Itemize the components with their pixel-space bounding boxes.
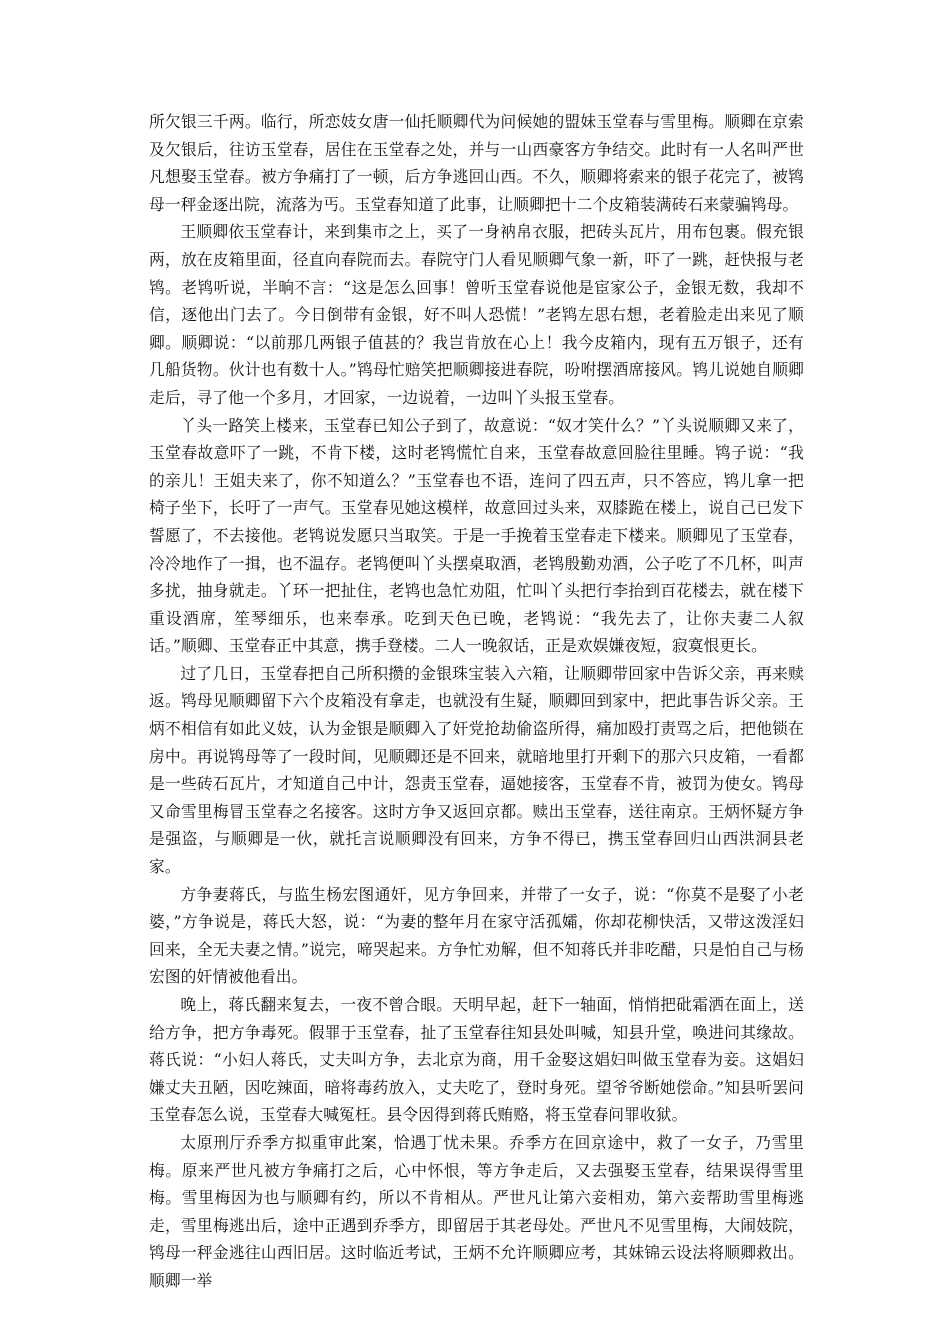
paragraph-2: 王顺卿依玉堂春计，来到集市之上，买了一身衲帛衣服，把砖头瓦片，用布包裹。假充银两，放在皮箱里面，径直向春院而去。春院守门人看见顺卿气象一新，吓了一跳，赶快报与老鸨。老鸨听说，半晌不言：“这是怎么回事！曾听玉堂春说他是宦家公子，金银无数，我却不信，逐他出门去了。今日倒带有金银，好不叫人恐慌！”老鸨左思右想，老着脸走出来见了顺卿。顺卿说：“以前那几两银子值甚的？我岂肯放在心上！我今皮箱内，现有五万银子，还有几船货物。伙计也有数十人。”鸨母忙赔笑把顺卿接进春院，吩咐摆酒席接风。鸨儿说她自顺卿走后，寻了他一个多月，才回家，一边说着，一边叫丫头报玉堂春。: [149, 222, 804, 407]
paragraph-1: 所欠银三千两。临行，所恋妓女唐一仙托顺卿代为问候她的盟妹玉堂春与雪里梅。顺卿在京索及欠银后，往访玉堂春，居住在玉堂春之处，并与一山西豪客方争结交。此时有一人名叫严世凡想娶玉堂春。被方争痛打了一顿，后方争逃回山西。不久，顺卿将索来的银子花完了，被鸨母一秤金逐出院，流落为丐。玉堂春知道了此事，让顺卿把十二个皮箱装满砖石来蒙骗鸨母。: [149, 112, 804, 214]
paragraph-7: 太原刑厅乔季方拟重审此案，恰遇丁忧未果。乔季方在回京途中，救了一女子，乃雪里梅。原来严世凡被方争痛打之后，心中怀恨，等方争走后，又去强娶玉堂春，结果误得雪里梅。雪里梅因为也与顺卿有约，所以不肯相从。严世凡让第六妾相劝，第六妾帮助雪里梅逃走，雪里梅逃出后，途中正遇到乔季方，即留居于其老母处。严世凡不见雪里梅，大闹妓院，鸨母一秤金逃往山西旧居。这时临近考试，王炳不允许顺卿应考，其妹锦云设法将顺卿救出。顺卿一举: [149, 1132, 804, 1290]
paragraph-4: 过了几日，玉堂春把自己所积攒的金银珠宝装入六箱，让顺卿带回家中告诉父亲，再来赎返。鸨母见顺卿留下六个皮箱没有拿走，也就没有生疑，顺卿回到家中，把此事告诉父亲。王炳不相信有如此义妓，认为金银是顺卿入了奸党抢劫偷盗所得，痛加殴打责骂之后，把他锁在房中。再说鸨母等了一段时间，见顺卿还是不回来，就暗地里打开剩下的那六只皮箱，一看都是一些砖石瓦片，才知道自己中计，怨责玉堂春，逼她接客，玉堂春不肯，被罚为使女。鸨母又命雪里梅冒玉堂春之名接客。这时方争又返回京都。赎出玉堂春，送往南京。王炳怀疑方争是强盗，与顺卿是一伙，就托言说顺卿没有回来，方争不得已，携玉堂春回归山西洪洞县老家。: [149, 663, 804, 877]
paragraph-3: 丫头一路笑上楼来，玉堂春已知公子到了，故意说：“奴才笑什么？”丫头说顺卿又来了，玉堂春故意吓了一跳，不肯下楼，这时老鸨慌忙自来，玉堂春故意回脸往里睡。鸨子说：“我的亲儿！王姐夫来了，你不知道么？”玉堂春也不语，连问了四五声，只不答应，鸨儿拿一把椅子坐下，长吁了一声气。玉堂春见她这模样，故意回过头来，双膝跪在楼上，说自己已发下誓愿了，不去接他。老鸨说发愿只当取笑。于是一手挽着玉堂春走下楼来。顺卿见了玉堂春，冷冷地作了一揖，也不温存。老鸨便叫丫头摆桌取酒，老鸨殷勤劝酒，公子吃了不几杯，叫声多扰，抽身就走。丫环一把扯住，老鸨也急忙劝阻，忙叫丫头把行李抬到百花楼去，就在楼下重设酒席，笙琴细乐，也来奉承。吃到天色已晚，老鸨说：“我先去了，让你夫妻二人叙话。”顺卿、玉堂春正中其意，携手登楼。二人一晚叙话，正是欢娱嫌夜短，寂寞恨更长。: [149, 415, 804, 656]
paragraph-6: 晚上，蒋氏翻来复去，一夜不曾合眼。天明早起，赶下一轴面，悄悄把砒霜洒在面上，送给方争，把方争毒死。假罪于玉堂春，扯了玉堂春往知县处叫喊，知县升堂，唤进问其缘故。蒋氏说：“小妇人蒋氏，丈夫叫方争，去北京为商，用千金娶这娼妇叫做玉堂春为妾。这娼妇嫌丈夫丑陋，因吃辣面，暗将毒药放入，丈夫吃了，登时身死。望爷爷断她偿命。”知县听罢问玉堂春怎么说，玉堂春大喊冤枉。县令因得到蒋氏贿赂，将玉堂春问罪收狱。: [149, 995, 804, 1125]
paragraph-5: 方争妻蒋氏，与监生杨宏图通奸，见方争回来，并带了一女子，说：“你莫不是娶了小老婆，”方争说是，蒋氏大怒，说：“为妻的整年月在家守活孤孀，你却花柳快活，又带这泼淫妇回来，全无夫妻之情。”说完，啼哭起来。方争忙劝解，但不知蒋氏并非吃醋，只是怕自己与杨宏图的奸情被他看出。: [149, 884, 804, 987]
body-text: [149, 108, 804, 1295]
